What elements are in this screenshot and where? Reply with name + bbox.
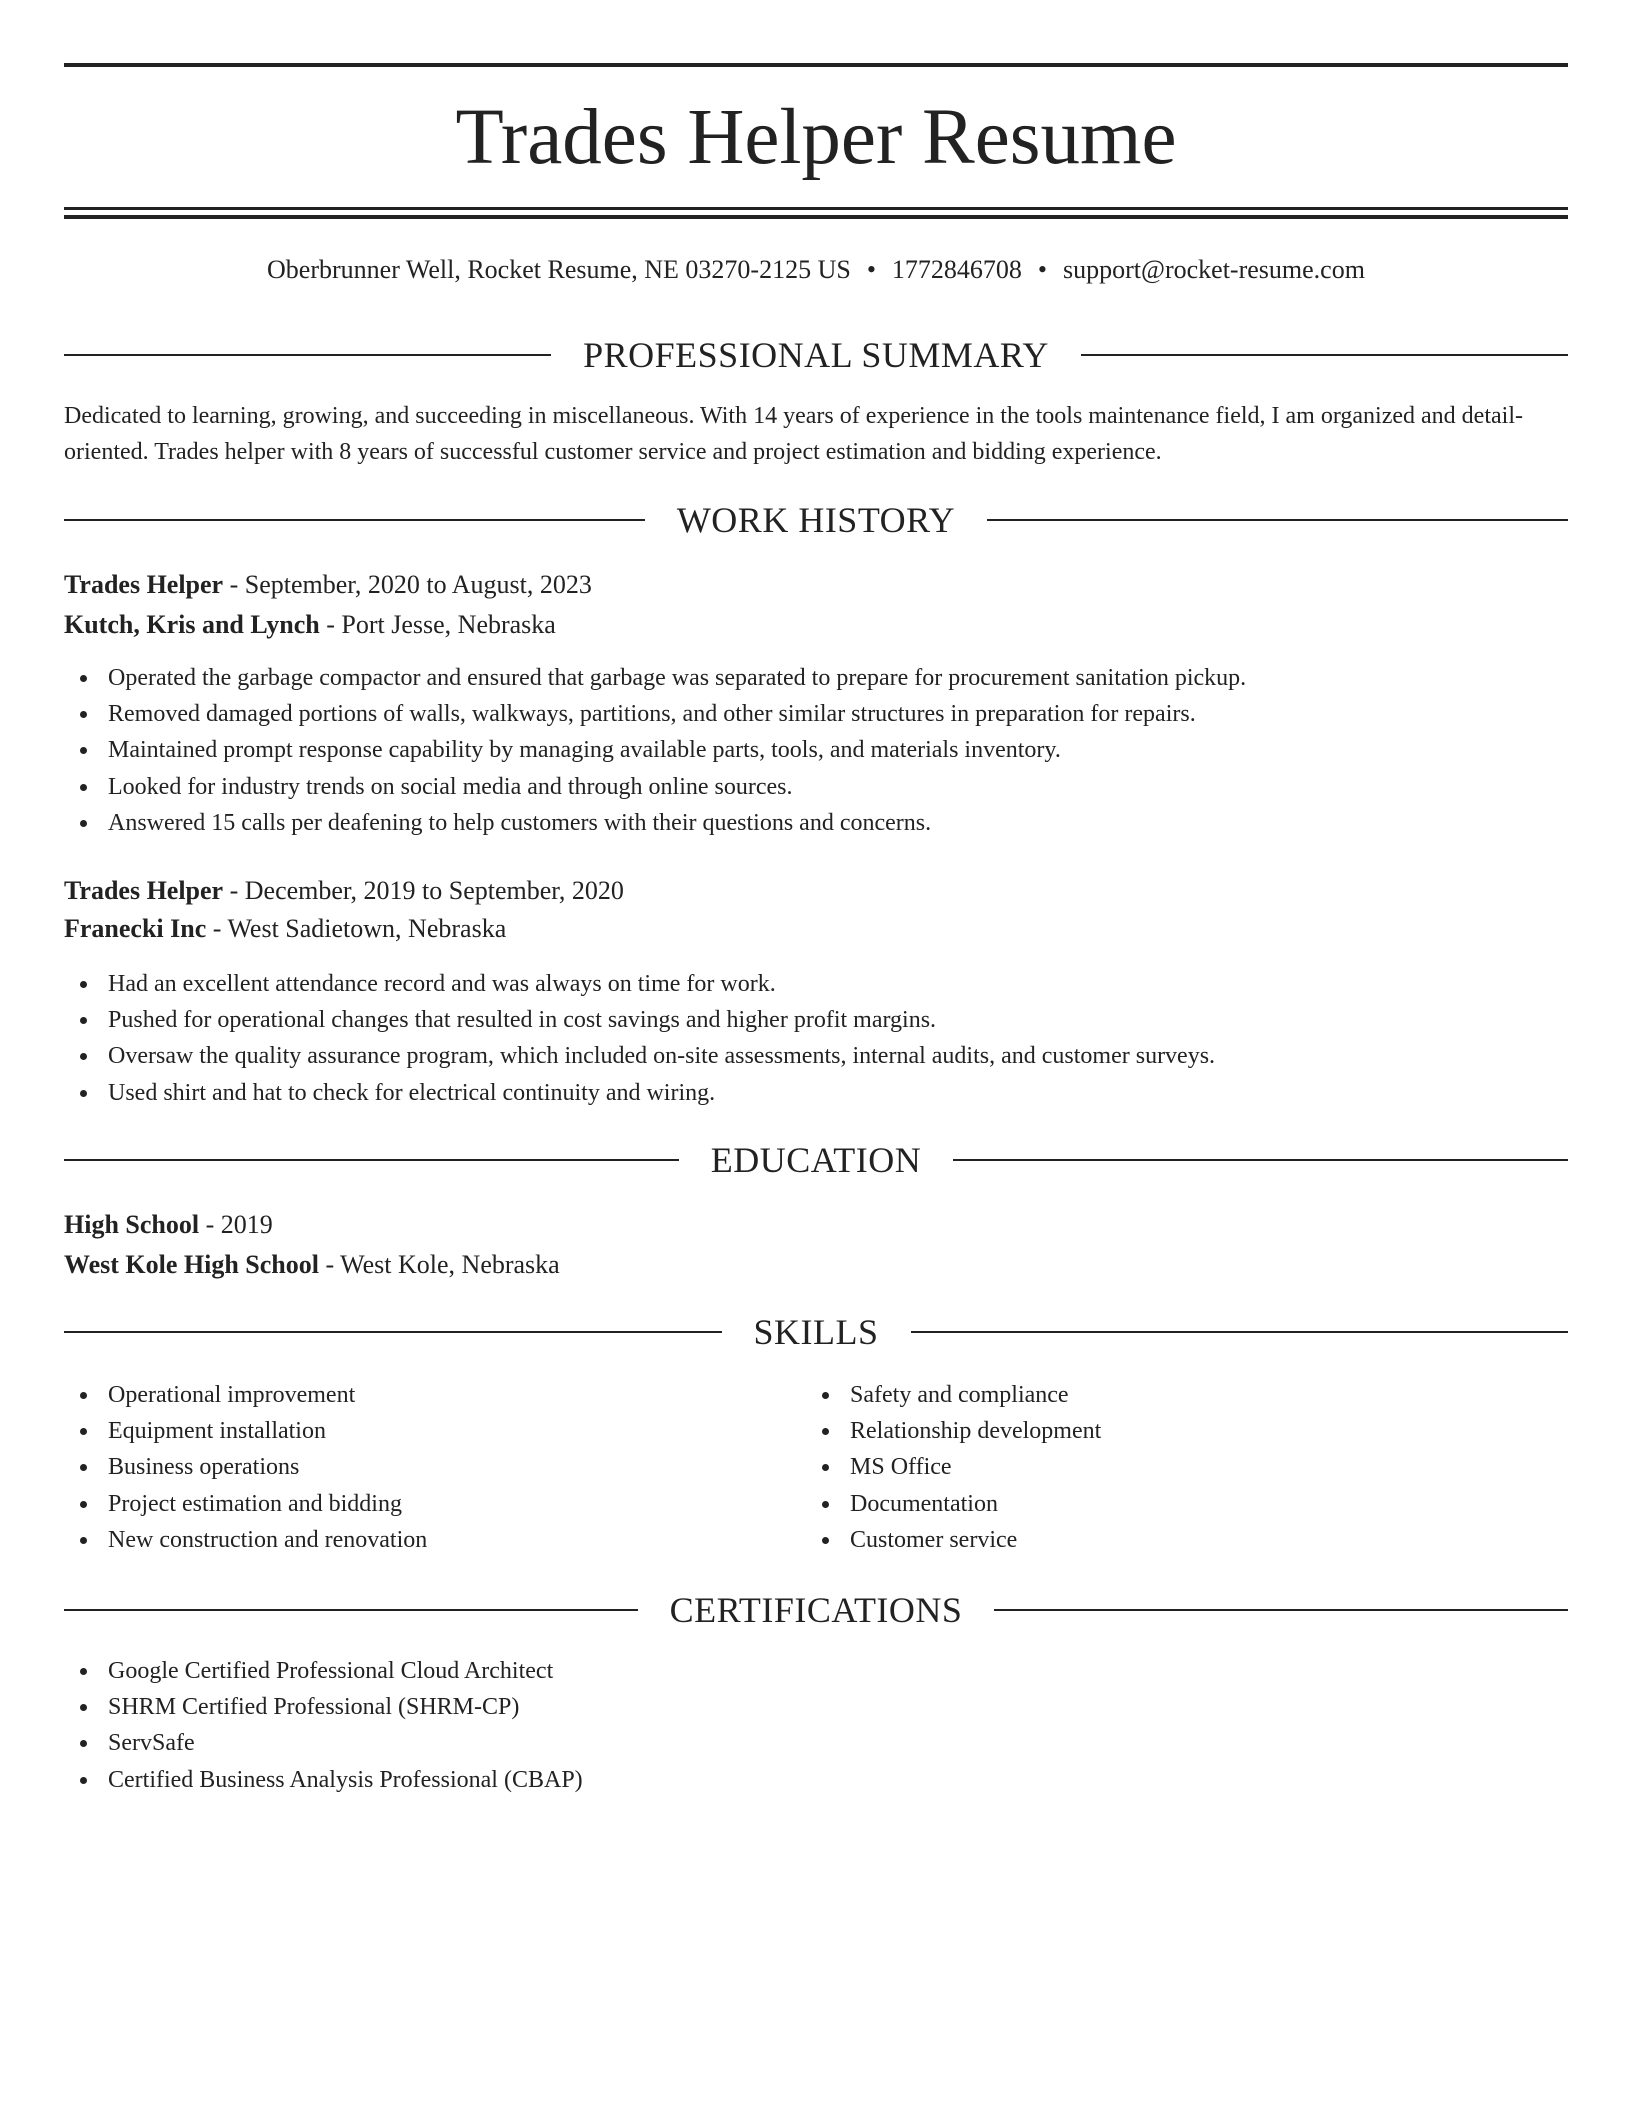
- summary-text: Dedicated to learning, growing, and succeeding in miscellaneous. With 14 years of experience in the tools maintenance field, I am organized and detail-oriented. Trades helper with 8 years of successful customer service and project estimation and bidding experience.: [64, 403, 1523, 465]
- list-item: Oversaw the quality assurance program, which included on-site assessments, internal audits, and customer surveys.: [64, 1038, 1215, 1074]
- list-item: Used shirt and hat to check for electrical continuity and wiring.: [64, 1075, 1215, 1111]
- section-rule: [911, 1331, 1569, 1333]
- job-title: Trades Helper: [64, 570, 224, 599]
- job-company-line: [64, 912, 506, 946]
- job-bullets: [64, 966, 1215, 1111]
- top-rule: [64, 63, 1568, 67]
- list-item: New construction and renovation: [64, 1522, 427, 1558]
- list-item: Maintained prompt response capability by managing available parts, tools, and materials inventory.: [64, 732, 1246, 768]
- section-rule: [64, 354, 551, 356]
- certifications-list: [64, 1653, 583, 1798]
- list-item: ServSafe: [64, 1725, 583, 1761]
- skills-list-right: [806, 1377, 1101, 1558]
- list-item: Customer service: [806, 1522, 1101, 1558]
- job-dates: - December, 2019 to September, 2020: [223, 876, 624, 905]
- education-school-line: [64, 1248, 560, 1282]
- job-title-line: [64, 874, 624, 908]
- section-rule: [953, 1159, 1568, 1161]
- education-year: - 2019: [199, 1210, 273, 1239]
- resume-title: Trades Helper Resume: [455, 94, 1177, 181]
- section-rule: [987, 519, 1568, 521]
- list-item: SHRM Certified Professional (SHRM-CP): [64, 1689, 583, 1725]
- list-item: Relationship development: [806, 1413, 1101, 1449]
- list-item: Operational improvement: [64, 1377, 427, 1413]
- list-item: Removed damaged portions of walls, walkways, partitions, and other similar structures in preparation for repairs.: [64, 696, 1246, 732]
- list-item: Project estimation and bidding: [64, 1486, 427, 1522]
- section-title: WORK HISTORY: [676, 500, 956, 540]
- section-rule: [64, 1609, 638, 1611]
- title-rule-upper: [64, 207, 1568, 210]
- contact-separator: •: [866, 255, 876, 284]
- list-item: Had an excellent attendance record and was always on time for work.: [64, 966, 1215, 1002]
- section-rule: [64, 1331, 722, 1333]
- job-dates: - September, 2020 to August, 2023: [223, 570, 592, 599]
- job-company-line: [64, 608, 556, 642]
- section-header-work: [64, 500, 1568, 540]
- section-header-summary: [64, 335, 1568, 375]
- job-title: Trades Helper: [64, 876, 224, 905]
- list-item: Safety and compliance: [806, 1377, 1101, 1413]
- section-header-education: [64, 1140, 1568, 1180]
- contact-email: support@rocket-resume.com: [1063, 255, 1365, 284]
- section-title: SKILLS: [753, 1312, 879, 1352]
- job-location: - Port Jesse, Nebraska: [319, 610, 556, 639]
- list-item: Operated the garbage compactor and ensured that garbage was separated to prepare for procurement sanitation pickup.: [64, 660, 1246, 696]
- contact-phone: 1772846708: [891, 255, 1022, 284]
- list-item: Answered 15 calls per deafening to help customers with their questions and concerns.: [64, 805, 1246, 841]
- list-item: Google Certified Professional Cloud Architect: [64, 1653, 583, 1689]
- list-item: Certified Business Analysis Professional (CBAP): [64, 1762, 583, 1798]
- title-rule-lower: [64, 215, 1568, 219]
- skills-list-left: [64, 1377, 427, 1558]
- contact-separator: •: [1037, 255, 1048, 284]
- job-company: Franecki Inc: [64, 914, 207, 943]
- job-location: - West Sadietown, Nebraska: [206, 914, 507, 943]
- list-item: Looked for industry trends on social media and through online sources.: [64, 769, 1246, 805]
- section-title: PROFESSIONAL SUMMARY: [583, 335, 1049, 375]
- contact-line: [64, 253, 1568, 287]
- list-item: MS Office: [806, 1449, 1101, 1485]
- list-item: Pushed for operational changes that resulted in cost savings and higher profit margins.: [64, 1002, 1215, 1038]
- education-degree: High School: [64, 1210, 200, 1239]
- job-bullets: [64, 660, 1246, 841]
- section-rule: [1081, 354, 1568, 356]
- education-degree-line: [64, 1208, 273, 1242]
- job-company: Kutch, Kris and Lynch: [64, 610, 320, 639]
- section-header-certifications: [64, 1590, 1568, 1630]
- section-title: CERTIFICATIONS: [669, 1590, 963, 1630]
- job-title-line: [64, 568, 592, 602]
- education-location: - West Kole, Nebraska: [318, 1250, 560, 1279]
- section-header-skills: [64, 1312, 1568, 1352]
- list-item: Equipment installation: [64, 1413, 427, 1449]
- section-rule: [994, 1609, 1568, 1611]
- section-rule: [64, 1159, 679, 1161]
- section-rule: [64, 519, 645, 521]
- section-title: EDUCATION: [710, 1140, 922, 1180]
- education-school: West Kole High School: [64, 1250, 319, 1279]
- list-item: Business operations: [64, 1449, 427, 1485]
- list-item: Documentation: [806, 1486, 1101, 1522]
- contact-address: Oberbrunner Well, Rocket Resume, NE 03270-2125 US: [267, 255, 851, 284]
